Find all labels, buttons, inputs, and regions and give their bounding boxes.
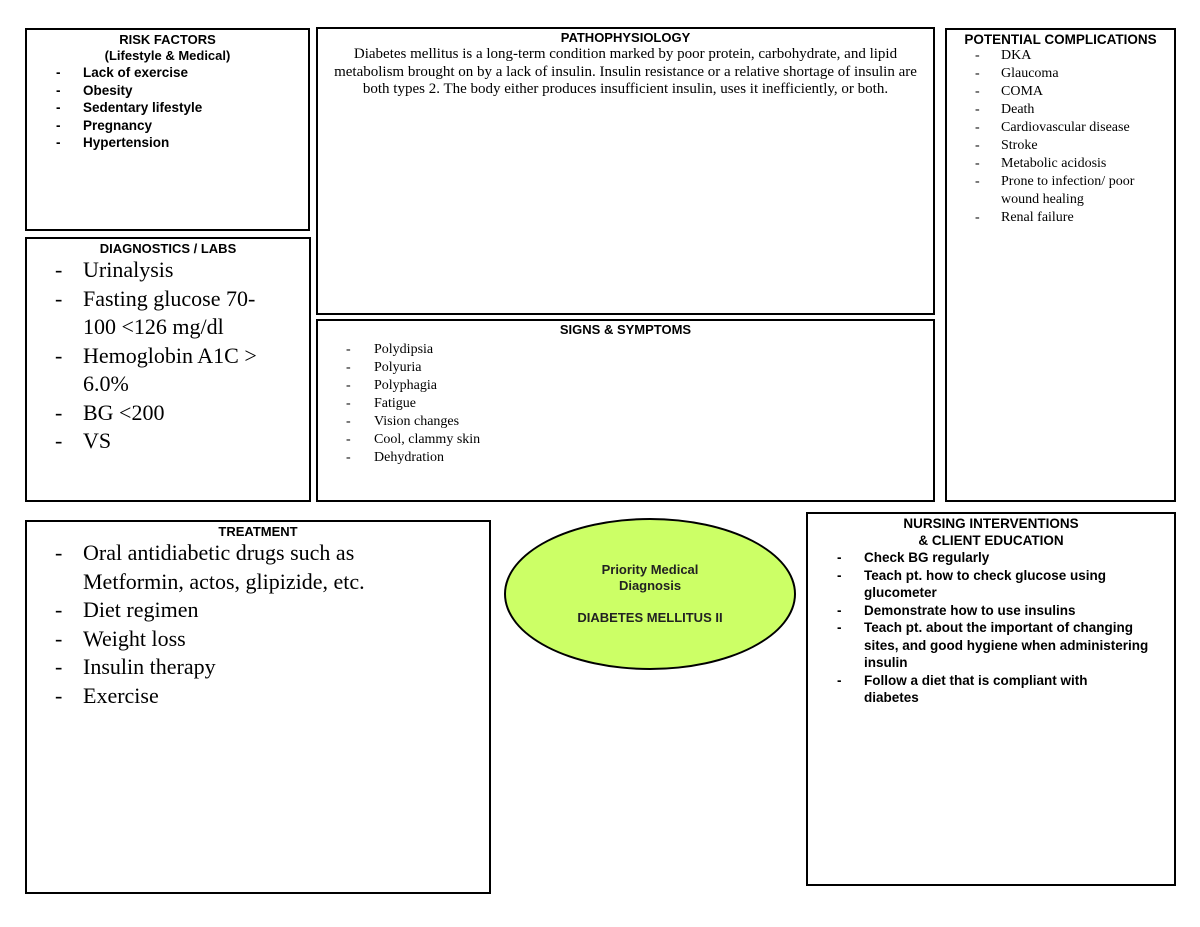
list-item: - Prone to infection/ poor wound healing — [947, 173, 1174, 209]
list-item: - Urinalysis — [27, 256, 309, 285]
list-item: - Fasting glucose 70-100 <126 mg/dl — [27, 285, 309, 342]
diagnostics-box — [25, 237, 311, 502]
list-item: - Demonstrate how to use insulins — [808, 602, 1174, 620]
risk-factors-box — [25, 28, 310, 231]
complications-title: POTENTIAL COMPLICATIONS — [964, 32, 1157, 47]
list-item: - DKA — [947, 47, 1174, 65]
risk-factors-list — [27, 64, 308, 152]
pathophysiology-title: PATHOPHYSIOLOGY — [560, 30, 691, 45]
list-item: - Death — [947, 101, 1174, 119]
nursing-interventions-box — [806, 512, 1176, 886]
nursing-title-line1: NURSING INTERVENTIONS — [903, 516, 1079, 531]
risk-factors-subtitle: (Lifestyle & Medical) — [104, 48, 231, 63]
list-item: - Vision changes — [318, 413, 933, 431]
complications-list — [947, 47, 1174, 227]
list-item: - Check BG regularly — [808, 549, 1174, 567]
nursing-title-line2: & CLIENT EDUCATION — [918, 533, 1064, 548]
list-item: - Oral antidiabetic drugs such as Metformin, actos, glipizide, etc. — [27, 539, 489, 596]
list-item: - Exercise — [27, 682, 489, 711]
diagnostics-list — [27, 256, 309, 456]
risk-factors-title: RISK FACTORS — [119, 32, 216, 47]
priority-diagnosis-label-2: Diagnosis — [618, 578, 682, 593]
list-item: - Weight loss — [27, 625, 489, 654]
treatment-title: TREATMENT — [218, 524, 298, 539]
list-item: - Lack of exercise — [27, 64, 308, 82]
signs-symptoms-list — [318, 341, 933, 467]
list-item: - Polyphagia — [318, 377, 933, 395]
complications-box — [945, 28, 1176, 502]
list-item: - Follow a diet that is compliant with diabetes — [808, 672, 1174, 707]
list-item: - VS — [27, 427, 309, 456]
list-item: - Diet regimen — [27, 596, 489, 625]
diagnostics-title: DIAGNOSTICS / LABS — [99, 241, 237, 256]
list-item: - Obesity — [27, 82, 308, 100]
signs-symptoms-box — [316, 319, 935, 502]
pathophysiology-text: Diabetes mellitus is a long-term condition marked by poor protein, carbohydrate, and lipid metabolism brought on by a lack of insulin. Insulin resistance or a relative shortage of insulin are both types 2. The body either produces insufficient insulin, uses it inefficiently, or both. — [334, 46, 917, 97]
list-item: - Pregnancy — [27, 117, 308, 135]
list-item: - Teach pt. about the important of changing sites, and good hygiene when administering insulin — [808, 619, 1174, 672]
priority-diagnosis-label-1: Priority Medical — [601, 562, 699, 577]
list-item: - Hemoglobin A1C > 6.0% — [27, 342, 309, 399]
list-item: - Cardiovascular disease — [947, 119, 1174, 137]
list-item: - Insulin therapy — [27, 653, 489, 682]
list-item: - Renal failure — [947, 209, 1174, 227]
priority-diagnosis-ellipse — [504, 518, 796, 670]
treatment-list — [27, 539, 489, 710]
nursing-list — [808, 549, 1174, 707]
list-item: - Teach pt. how to check glucose using glucometer — [808, 567, 1174, 602]
list-item: - Polydipsia — [318, 341, 933, 359]
list-item: - Metabolic acidosis — [947, 155, 1174, 173]
list-item: - BG <200 — [27, 399, 309, 428]
list-item: - Sedentary lifestyle — [27, 99, 308, 117]
list-item: - Stroke — [947, 137, 1174, 155]
list-item: - Cool, clammy skin — [318, 431, 933, 449]
signs-symptoms-title: SIGNS & SYMPTOMS — [559, 322, 692, 337]
treatment-box — [25, 520, 491, 894]
list-item: - Glaucoma — [947, 65, 1174, 83]
list-item: - Polyuria — [318, 359, 933, 377]
list-item: - Dehydration — [318, 449, 933, 467]
list-item: - Fatigue — [318, 395, 933, 413]
pathophysiology-box — [316, 27, 935, 315]
list-item: - Hypertension — [27, 134, 308, 152]
priority-diagnosis-name: DIABETES MELLITUS II — [577, 610, 723, 625]
list-item: - COMA — [947, 83, 1174, 101]
